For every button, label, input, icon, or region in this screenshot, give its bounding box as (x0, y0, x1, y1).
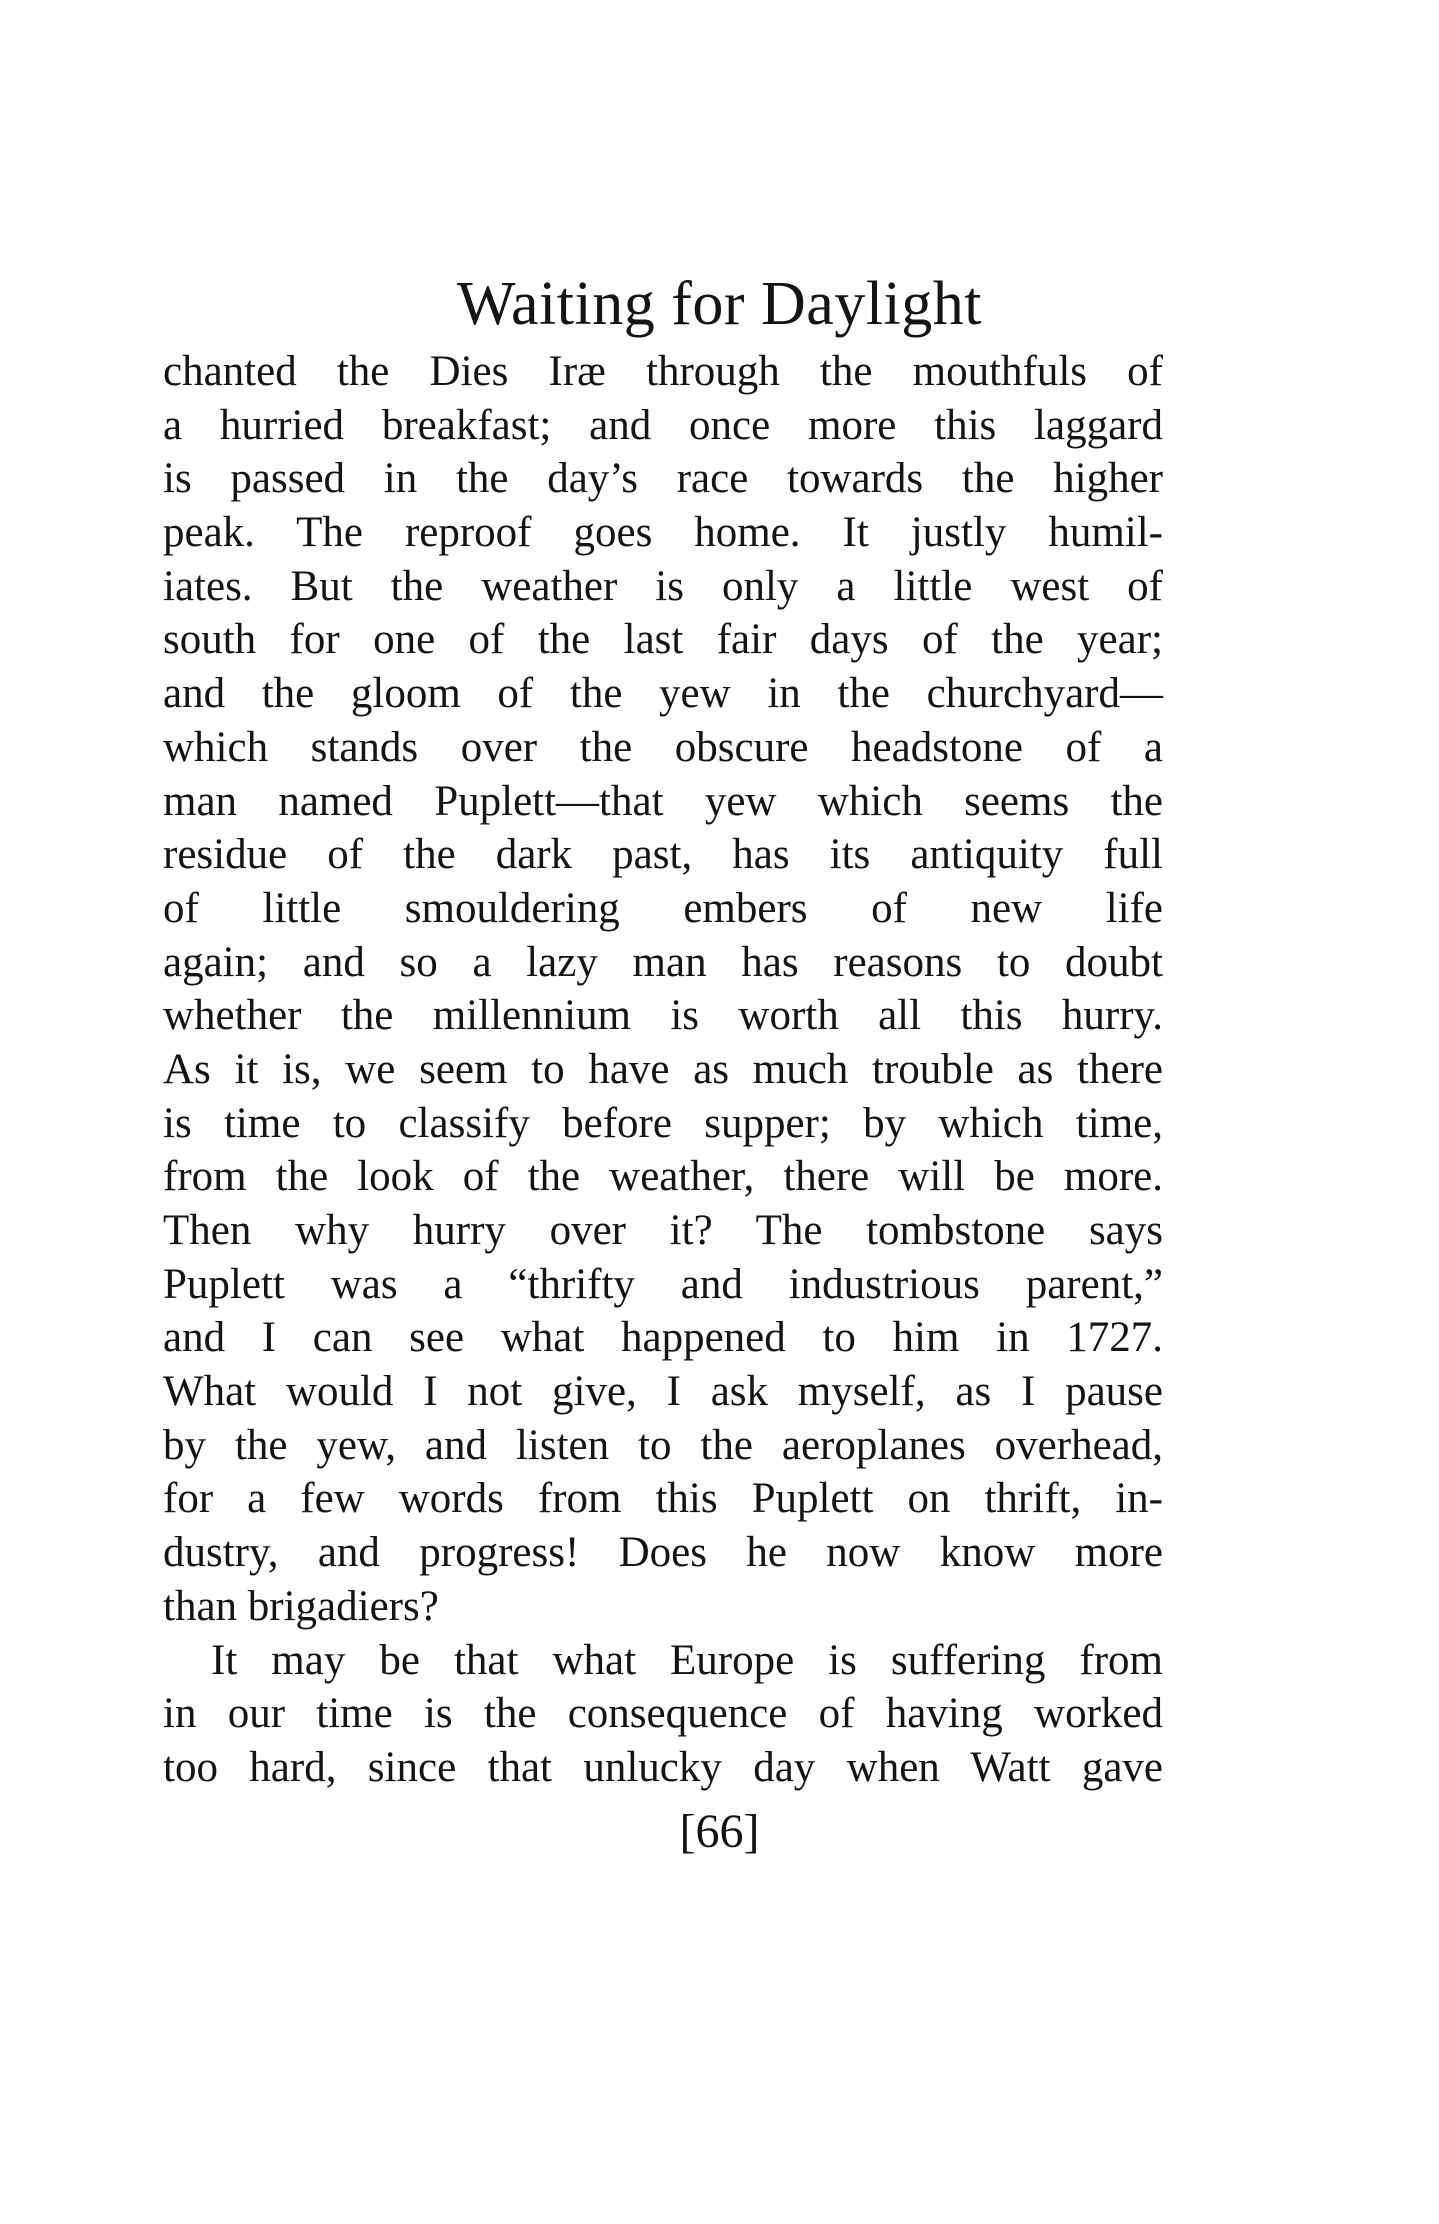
text-line: What would I not give, I ask myself, as I pause (163, 1368, 1163, 1416)
text-line: chanted the Dies Iræ through the mouthfuls of (163, 348, 1163, 395)
running-head-title: Waiting for Daylight (456, 270, 982, 338)
text-line: which stands over the obscure headstone of a (163, 723, 1163, 771)
text-line: Then why hurry over it? The tombstone says (163, 1207, 1163, 1254)
text-line: than brigadiers? (163, 1582, 439, 1630)
text-line: and the gloom of the yew in the churchyard— (163, 670, 1163, 718)
text-line: again; and so a lazy man has reasons to doubt (163, 938, 1163, 986)
text-line: Puplett was a “thrifty and industrious parent,” (163, 1260, 1163, 1308)
paragraph-1 (163, 345, 1163, 1634)
text-line: from the look of the weather, there will be more. (163, 1153, 1163, 1201)
text-line: is passed in the day’s race towards the higher (163, 455, 1163, 503)
text-line: man named Puplett—that yew which seems the (163, 777, 1163, 825)
text-line: residue of the dark past, has its antiquity full (163, 831, 1163, 879)
text-line: for a few words from this Puplett on thrift, in- (163, 1475, 1163, 1523)
text-line: It may be that what Europe is suffering from (211, 1636, 1163, 1684)
text-line: whether the millennium is worth all this hurry. (163, 992, 1163, 1040)
text-line: iates. But the weather is only a little west of (163, 562, 1163, 610)
text-line: too hard, since that unlucky day when Watt gave (163, 1743, 1163, 1791)
text-line: a hurried breakfast; and once more this laggard (163, 401, 1163, 449)
text-line: peak. The reproof goes home. It justly humil- (163, 509, 1163, 557)
text-line: of little smouldering embers of new life (163, 884, 1163, 932)
page-number: [66] (679, 1805, 760, 1858)
text-line: in our time is the consequence of having worked (163, 1690, 1163, 1738)
text-line: south for one of the last fair days of the year; (163, 616, 1163, 664)
paragraph-2 (163, 1634, 1163, 1795)
text-line: and I can see what happened to him in 1727. (163, 1314, 1163, 1362)
body-text (163, 345, 1163, 1795)
text-line: by the yew, and listen to the aeroplanes overhead, (163, 1421, 1163, 1469)
text-line: As it is, we seem to have as much trouble as there (163, 1045, 1163, 1093)
text-line: is time to classify before supper; by which time, (163, 1099, 1163, 1147)
text-line: dustry, and progress! Does he now know more (163, 1529, 1163, 1577)
